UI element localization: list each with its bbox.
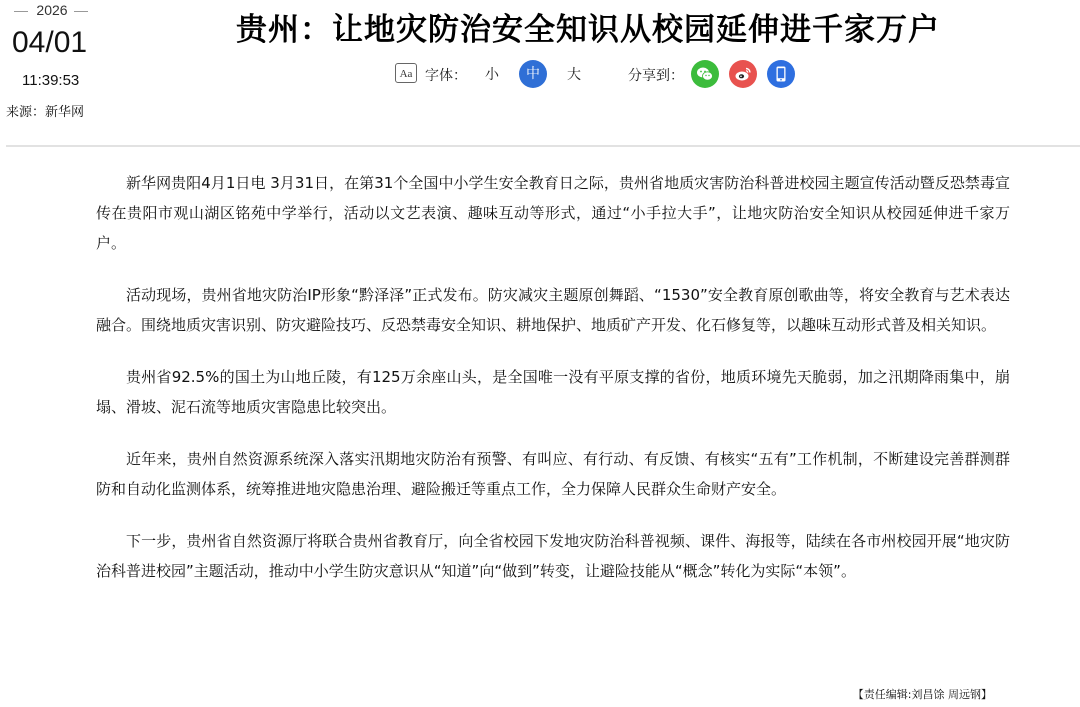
weibo-icon xyxy=(733,64,753,84)
article-source: 来源：新华网 xyxy=(6,105,85,120)
article-paragraph: 下一步，贵州省自然资源厅将联合贵州省教育厅，向全省校园下发地灾防治科普视频、课件、海报等，陆续在各市州校园开展“地灾防治科普进校园”主题活动，推动中小学生防灾意识从“知道”向“做到”转变，让避险技能从“概念”转化为实际“本领”。 xyxy=(96,532,1010,580)
font-size-icon: Aa xyxy=(395,63,417,83)
font-size-label: 字体： xyxy=(425,68,467,84)
publish-year: 2026 xyxy=(36,2,68,18)
article-paragraph: 活动现场，贵州省地灾防治IP形象“黔泽泽”正式发布。防灾减灾主题原创舞蹈、“1530”安全教育原创歌曲等，将安全教育与艺术表达融合。围绕地质灾害识别、防灾避险技巧、反恐禁毒安全知识、耕地保护、地质矿产开发、化石修复等，以趣味互动形式普及相关知识。 xyxy=(96,286,1010,334)
publish-time: 11:39:53 xyxy=(22,72,80,89)
font-size-large-button[interactable]: 大 xyxy=(567,67,581,83)
share-wechat-button[interactable] xyxy=(691,60,719,88)
year-rule-right xyxy=(74,11,88,12)
year-rule-left xyxy=(14,11,28,12)
font-size-medium-button[interactable]: 中 xyxy=(519,60,547,88)
article-paragraph: 近年来，贵州自然资源系统深入落实汛期地灾防治有预警、有叫应、有行动、有反馈、有核实“五有”工作机制，不断建设完善群测群防和自动化监测体系，统筹推进地灾隐患治理、避险搬迁等重点工作，全力保障人民群众生命财产安全。 xyxy=(96,450,1010,498)
font-size-small-button[interactable]: 小 xyxy=(485,67,499,83)
article-paragraph: 贵州省92.5%的国土为山地丘陵，有125万余座山头，是全国唯一没有平原支撑的省份，地质环境先天脆弱，加之汛期降雨集中，崩塌、滑坡、泥石流等地质灾害隐患比较突出。 xyxy=(96,368,1010,416)
publish-month-day: 04/01 xyxy=(12,26,88,59)
article-paragraph: 新华网贵阳4月1日电 3月31日，在第31个全国中小学生安全教育日之际，贵州省地质灾害防治科普进校园主题宣传活动暨反恐禁毒宣传在贵阳市观山湖区铭苑中学举行，活动以文艺表演、趣味互动等形式，通过“小手拉大手”，让地灾防治安全知识从校园延伸进千家万户。 xyxy=(96,174,1010,252)
share-weibo-button[interactable] xyxy=(729,60,757,88)
mobile-icon xyxy=(771,64,791,84)
share-mobile-button[interactable] xyxy=(767,60,795,88)
header-divider xyxy=(6,145,1080,147)
article-body xyxy=(96,168,1010,608)
share-label: 分享到： xyxy=(628,68,684,84)
article-title: 贵州：让地灾防治安全知识从校园延伸进千家万户 xyxy=(236,12,940,48)
wechat-icon xyxy=(695,64,715,84)
responsible-editor: 【责任编辑:刘昌馀 周远钢】 xyxy=(852,688,992,701)
year-line xyxy=(14,2,88,20)
